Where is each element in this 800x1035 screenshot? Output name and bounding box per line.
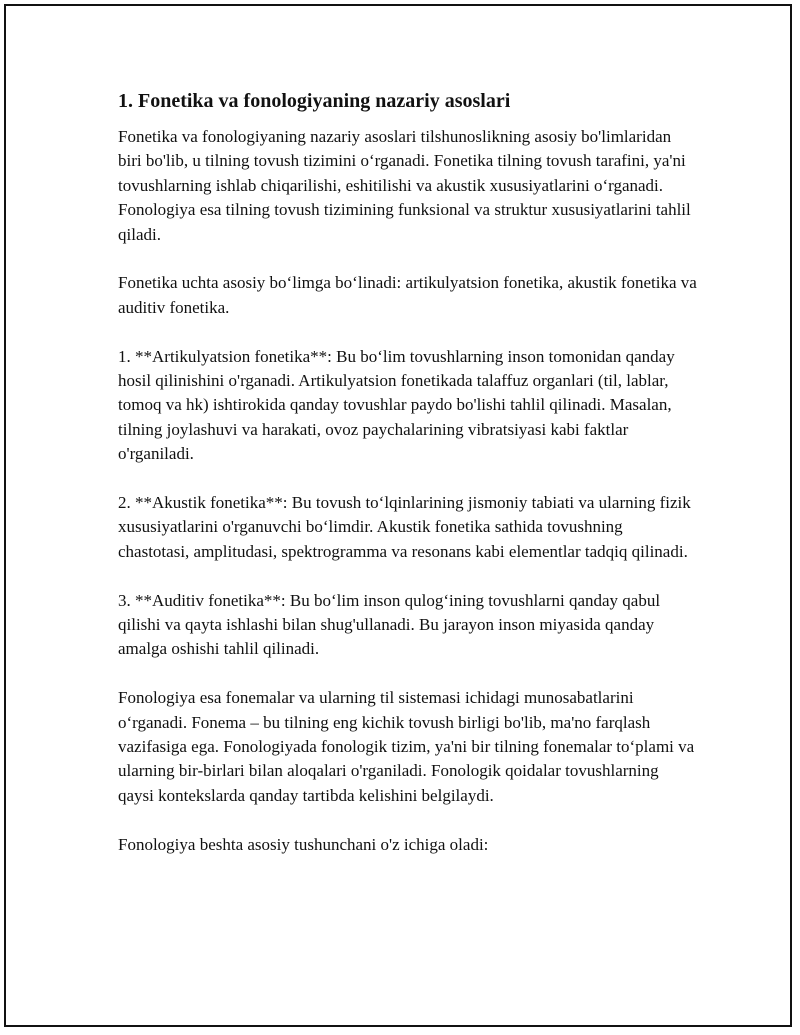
paragraph-artikulyatsion: 1. **Artikulyatsion fonetika**: Bu bo‘lim tovushlarning inson tomonidan qanday hosil qilinishini o'rganadi. Artikulyatsion fonetikada talaffuz organlari (til, lablar, tomoq va hk) ishtirokida qanday tovushlar paydo bo'lishi tahlil qilinadi. Masalan, tilning joylashuvi va harakati, ovoz paychalarining vibratsiyasi kabi faktlar o'rganiladi.: [118, 346, 675, 464]
paragraph-fonologiya: Fonologiya esa fonemalar va ularning til sistemasi ichidagi munosabatlarini o‘rganadi. Fonema – bu tilning eng kichik tovush birligi bo'lib, ma'no farqlash vazifasiga ega. Fonologiyada fonologik tizim, ya'ni bir tilning fonemalar to‘plami va ularning bir-birlari bilan aloqalari o'rganiladi. Fonologik qoidalar tovushlarning qaysi kontekslarda qanday tartibda kelishini belgilaydi.: [118, 688, 695, 805]
paragraph-akustik: 2. **Akustik fonetika**: Bu tovush to‘lqinlarining jismoniy tabiati va ularning fizik xususiyatlarini o'rganuvchi bo‘limdir. Akustik fonetika sathida tovushning chastotasi, amplitudasi, spektrogramma va resonans kabi elementlar tadqiq qilinadi.: [118, 493, 691, 561]
paragraph-intro: Fonetika va fonologiyaning nazariy asoslari tilshunoslikning asosiy bo'limlaridan biri bo'lib, u tilning tovush tizimini o‘rganadi. Fonetika tilning tovush tarafini, ya'ni tovushlarning ishlab chiqarilishi, eshitilishi va akustik xususiyatlarini o‘rganadi. Fonologiya esa tilning tovush tizimining funksional va struktur xususiyatlarini tahlil qiladi.: [118, 127, 691, 244]
paragraph-fonologiya-concepts: Fonologiya beshta asosiy tushunchani o'z ichiga oladi:: [118, 834, 489, 854]
paragraph-auditiv: 3. **Auditiv fonetika**: Bu bo‘lim inson qulog‘ining tovushlarni qanday qabul qilishi va qayta ishlashi bilan shug'ullanadi. Bu jarayon inson miyasida qanday amalga oshishi tahlil qilinadi.: [118, 590, 661, 659]
section-heading: 1. Fonetika va fonologiyaning nazariy asoslari: [118, 90, 511, 112]
document-body: [118, 88, 698, 881]
paragraph-fonetika-sections: Fonetika uchta asosiy bo‘limga bo‘linadi: artikulyatsion fonetika, akustik fonetika va auditiv fonetika.: [118, 273, 697, 317]
